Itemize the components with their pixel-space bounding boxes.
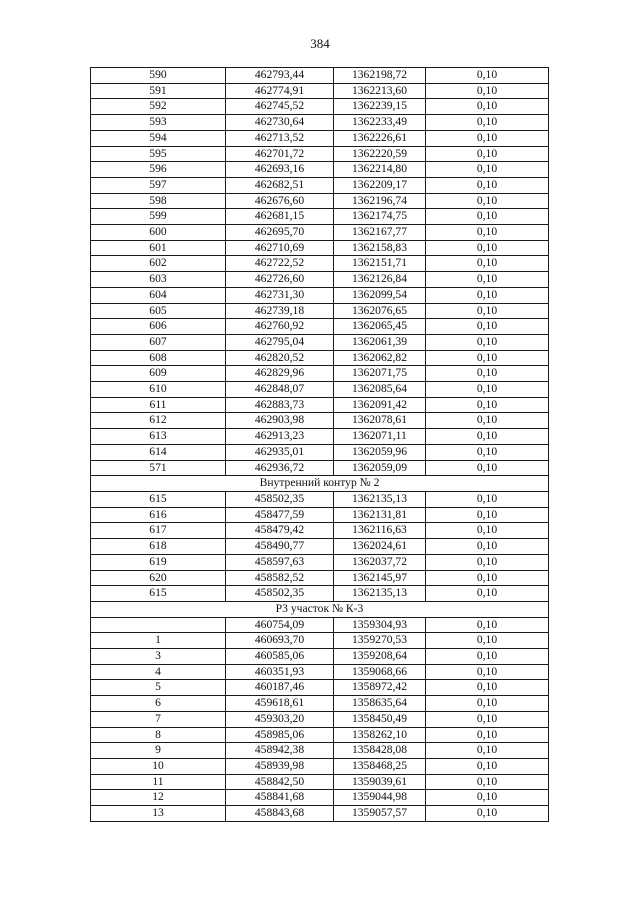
x-coordinate-cell: 462713,52 [226, 130, 334, 146]
point-number-cell: 10 [91, 758, 226, 774]
accuracy-cell: 0,10 [426, 491, 549, 507]
x-coordinate-cell: 460754,09 [226, 617, 334, 633]
point-number-cell: 614 [91, 444, 226, 460]
table-row [91, 99, 549, 115]
point-number-cell: 615 [91, 491, 226, 507]
x-coordinate-cell: 462682,51 [226, 177, 334, 193]
x-coordinate-cell: 462829,96 [226, 366, 334, 382]
accuracy-cell: 0,10 [426, 774, 549, 790]
y-coordinate-cell: 1362091,42 [334, 397, 426, 413]
y-coordinate-cell: 1359270,53 [334, 633, 426, 649]
x-coordinate-cell: 462676,60 [226, 193, 334, 209]
x-coordinate-cell: 460187,46 [226, 680, 334, 696]
x-coordinate-cell: 462903,98 [226, 413, 334, 429]
y-coordinate-cell: 1362071,75 [334, 366, 426, 382]
accuracy-cell: 0,10 [426, 806, 549, 822]
table-row [91, 209, 549, 225]
table-row [91, 115, 549, 131]
table-row [91, 256, 549, 272]
table-row [91, 758, 549, 774]
y-coordinate-cell: 1362233,49 [334, 115, 426, 131]
accuracy-cell: 0,10 [426, 115, 549, 131]
table-row [91, 491, 549, 507]
section-title: Внутренний контур № 2 [91, 476, 549, 492]
point-number-cell: 7 [91, 711, 226, 727]
y-coordinate-cell: 1362151,71 [334, 256, 426, 272]
y-coordinate-cell: 1359304,93 [334, 617, 426, 633]
point-number-cell: 1 [91, 633, 226, 649]
accuracy-cell: 0,10 [426, 523, 549, 539]
y-coordinate-cell: 1362078,61 [334, 413, 426, 429]
y-coordinate-cell: 1359044,98 [334, 790, 426, 806]
accuracy-cell: 0,10 [426, 130, 549, 146]
accuracy-cell: 0,10 [426, 146, 549, 162]
table-row [91, 633, 549, 649]
point-number-cell: 612 [91, 413, 226, 429]
x-coordinate-cell: 462936,72 [226, 460, 334, 476]
x-coordinate-cell: 462731,30 [226, 287, 334, 303]
point-number-cell: 9 [91, 743, 226, 759]
point-number-cell: 13 [91, 806, 226, 822]
point-number-cell: 616 [91, 507, 226, 523]
point-number-cell: 602 [91, 256, 226, 272]
accuracy-cell: 0,10 [426, 664, 549, 680]
y-coordinate-cell: 1362061,39 [334, 334, 426, 350]
y-coordinate-cell: 1358972,42 [334, 680, 426, 696]
point-number-cell: 595 [91, 146, 226, 162]
y-coordinate-cell: 1362135,13 [334, 491, 426, 507]
table-row [91, 774, 549, 790]
x-coordinate-cell: 462693,16 [226, 162, 334, 178]
x-coordinate-cell: 462848,07 [226, 382, 334, 398]
x-coordinate-cell: 460351,93 [226, 664, 334, 680]
y-coordinate-cell: 1358450,49 [334, 711, 426, 727]
x-coordinate-cell: 462820,52 [226, 350, 334, 366]
y-coordinate-cell: 1362065,45 [334, 319, 426, 335]
point-number-cell: 604 [91, 287, 226, 303]
y-coordinate-cell: 1362167,77 [334, 225, 426, 241]
point-number-cell: 613 [91, 429, 226, 445]
y-coordinate-cell: 1359068,66 [334, 664, 426, 680]
y-coordinate-cell: 1359208,64 [334, 649, 426, 665]
table-row [91, 319, 549, 335]
table-row [91, 382, 549, 398]
y-coordinate-cell: 1358428,08 [334, 743, 426, 759]
point-number-cell: 591 [91, 83, 226, 99]
x-coordinate-cell: 462760,92 [226, 319, 334, 335]
point-number-cell: 615 [91, 586, 226, 602]
point-number-cell: 6 [91, 696, 226, 712]
accuracy-cell: 0,10 [426, 334, 549, 350]
x-coordinate-cell: 462722,52 [226, 256, 334, 272]
accuracy-cell: 0,10 [426, 287, 549, 303]
y-coordinate-cell: 1359039,61 [334, 774, 426, 790]
point-number-cell: 590 [91, 68, 226, 84]
coordinates-table [90, 67, 549, 822]
table-row [91, 664, 549, 680]
accuracy-cell: 0,10 [426, 444, 549, 460]
x-coordinate-cell: 462710,69 [226, 240, 334, 256]
x-coordinate-cell: 459303,20 [226, 711, 334, 727]
accuracy-cell: 0,10 [426, 225, 549, 241]
table-row [91, 303, 549, 319]
accuracy-cell: 0,10 [426, 507, 549, 523]
table-row [91, 397, 549, 413]
accuracy-cell: 0,10 [426, 727, 549, 743]
accuracy-cell: 0,10 [426, 633, 549, 649]
point-number-cell: 5 [91, 680, 226, 696]
table-row [91, 287, 549, 303]
y-coordinate-cell: 1362076,65 [334, 303, 426, 319]
accuracy-cell: 0,10 [426, 397, 549, 413]
y-coordinate-cell: 1362059,96 [334, 444, 426, 460]
y-coordinate-cell: 1362085,64 [334, 382, 426, 398]
accuracy-cell: 0,10 [426, 319, 549, 335]
table-row [91, 334, 549, 350]
table-row [91, 790, 549, 806]
point-number-cell: 608 [91, 350, 226, 366]
point-number-cell: 598 [91, 193, 226, 209]
y-coordinate-cell: 1358262,10 [334, 727, 426, 743]
x-coordinate-cell: 458597,63 [226, 554, 334, 570]
y-coordinate-cell: 1362198,72 [334, 68, 426, 84]
point-number-cell: 11 [91, 774, 226, 790]
accuracy-cell: 0,10 [426, 460, 549, 476]
point-number-cell: 607 [91, 334, 226, 350]
x-coordinate-cell: 460585,06 [226, 649, 334, 665]
accuracy-cell: 0,10 [426, 256, 549, 272]
x-coordinate-cell: 462730,64 [226, 115, 334, 131]
accuracy-cell: 0,10 [426, 539, 549, 555]
accuracy-cell: 0,10 [426, 99, 549, 115]
x-coordinate-cell: 458479,42 [226, 523, 334, 539]
point-number-cell: 8 [91, 727, 226, 743]
section-row [91, 476, 549, 492]
x-coordinate-cell: 462745,52 [226, 99, 334, 115]
point-number-cell: 594 [91, 130, 226, 146]
y-coordinate-cell: 1362062,82 [334, 350, 426, 366]
point-number-cell: 606 [91, 319, 226, 335]
point-number-cell: 597 [91, 177, 226, 193]
y-coordinate-cell: 1362116,63 [334, 523, 426, 539]
point-number-cell: 596 [91, 162, 226, 178]
y-coordinate-cell: 1359057,57 [334, 806, 426, 822]
table-row [91, 460, 549, 476]
accuracy-cell: 0,10 [426, 570, 549, 586]
y-coordinate-cell: 1362059,09 [334, 460, 426, 476]
table-row [91, 649, 549, 665]
y-coordinate-cell: 1362158,83 [334, 240, 426, 256]
accuracy-cell: 0,10 [426, 68, 549, 84]
point-number-cell: 603 [91, 272, 226, 288]
y-coordinate-cell: 1362135,13 [334, 586, 426, 602]
accuracy-cell: 0,10 [426, 382, 549, 398]
y-coordinate-cell: 1362126,84 [334, 272, 426, 288]
point-number-cell: 605 [91, 303, 226, 319]
table-row [91, 130, 549, 146]
point-number-cell: 4 [91, 664, 226, 680]
y-coordinate-cell: 1362099,54 [334, 287, 426, 303]
table-row [91, 83, 549, 99]
table-row [91, 366, 549, 382]
x-coordinate-cell: 458842,50 [226, 774, 334, 790]
accuracy-cell: 0,10 [426, 649, 549, 665]
y-coordinate-cell: 1362174,75 [334, 209, 426, 225]
x-coordinate-cell: 462726,60 [226, 272, 334, 288]
point-number-cell: 611 [91, 397, 226, 413]
x-coordinate-cell: 462701,72 [226, 146, 334, 162]
accuracy-cell: 0,10 [426, 413, 549, 429]
table-row [91, 413, 549, 429]
accuracy-cell: 0,10 [426, 696, 549, 712]
y-coordinate-cell: 1362220,59 [334, 146, 426, 162]
accuracy-cell: 0,10 [426, 240, 549, 256]
x-coordinate-cell: 458843,68 [226, 806, 334, 822]
x-coordinate-cell: 458985,06 [226, 727, 334, 743]
table-row [91, 177, 549, 193]
table-row [91, 554, 549, 570]
x-coordinate-cell: 462795,04 [226, 334, 334, 350]
table-row [91, 570, 549, 586]
x-coordinate-cell: 458582,52 [226, 570, 334, 586]
table-row [91, 743, 549, 759]
point-number-cell: 601 [91, 240, 226, 256]
table-row [91, 586, 549, 602]
point-number-cell: 593 [91, 115, 226, 131]
x-coordinate-cell: 458841,68 [226, 790, 334, 806]
table-row [91, 350, 549, 366]
table-row [91, 523, 549, 539]
accuracy-cell: 0,10 [426, 366, 549, 382]
x-coordinate-cell: 462739,18 [226, 303, 334, 319]
table-row [91, 806, 549, 822]
point-number-cell: 618 [91, 539, 226, 555]
accuracy-cell: 0,10 [426, 162, 549, 178]
x-coordinate-cell: 462883,73 [226, 397, 334, 413]
accuracy-cell: 0,10 [426, 586, 549, 602]
x-coordinate-cell: 459618,61 [226, 696, 334, 712]
accuracy-cell: 0,10 [426, 554, 549, 570]
x-coordinate-cell: 458502,35 [226, 491, 334, 507]
y-coordinate-cell: 1362131,81 [334, 507, 426, 523]
table-row [91, 727, 549, 743]
section-row [91, 601, 549, 617]
y-coordinate-cell: 1362196,74 [334, 193, 426, 209]
accuracy-cell: 0,10 [426, 303, 549, 319]
x-coordinate-cell: 460693,70 [226, 633, 334, 649]
table-row [91, 193, 549, 209]
table-row [91, 617, 549, 633]
point-number-cell: 571 [91, 460, 226, 476]
point-number-cell: 609 [91, 366, 226, 382]
table-row [91, 146, 549, 162]
y-coordinate-cell: 1362213,60 [334, 83, 426, 99]
accuracy-cell: 0,10 [426, 617, 549, 633]
point-number-cell: 592 [91, 99, 226, 115]
accuracy-cell: 0,10 [426, 209, 549, 225]
y-coordinate-cell: 1362226,61 [334, 130, 426, 146]
x-coordinate-cell: 458502,35 [226, 586, 334, 602]
table-row [91, 240, 549, 256]
table-row [91, 711, 549, 727]
x-coordinate-cell: 458942,38 [226, 743, 334, 759]
point-number-cell: 610 [91, 382, 226, 398]
point-number-cell: 3 [91, 649, 226, 665]
x-coordinate-cell: 462774,91 [226, 83, 334, 99]
y-coordinate-cell: 1362214,80 [334, 162, 426, 178]
accuracy-cell: 0,10 [426, 758, 549, 774]
accuracy-cell: 0,10 [426, 743, 549, 759]
accuracy-cell: 0,10 [426, 177, 549, 193]
table-row [91, 539, 549, 555]
table-body [91, 68, 549, 822]
accuracy-cell: 0,10 [426, 680, 549, 696]
table-row [91, 272, 549, 288]
x-coordinate-cell: 462793,44 [226, 68, 334, 84]
y-coordinate-cell: 1362037,72 [334, 554, 426, 570]
y-coordinate-cell: 1362209,17 [334, 177, 426, 193]
point-number-cell: 599 [91, 209, 226, 225]
accuracy-cell: 0,10 [426, 350, 549, 366]
x-coordinate-cell: 462913,23 [226, 429, 334, 445]
section-title: Р3 участок № К-3 [91, 601, 549, 617]
x-coordinate-cell: 458939,98 [226, 758, 334, 774]
y-coordinate-cell: 1358468,25 [334, 758, 426, 774]
table-row [91, 162, 549, 178]
table-row [91, 680, 549, 696]
y-coordinate-cell: 1362145,97 [334, 570, 426, 586]
accuracy-cell: 0,10 [426, 790, 549, 806]
point-number-cell [91, 617, 226, 633]
y-coordinate-cell: 1362239,15 [334, 99, 426, 115]
y-coordinate-cell: 1362071,11 [334, 429, 426, 445]
point-number-cell: 620 [91, 570, 226, 586]
table-row [91, 696, 549, 712]
accuracy-cell: 0,10 [426, 193, 549, 209]
accuracy-cell: 0,10 [426, 711, 549, 727]
x-coordinate-cell: 462935,01 [226, 444, 334, 460]
x-coordinate-cell: 458490,77 [226, 539, 334, 555]
accuracy-cell: 0,10 [426, 83, 549, 99]
page-number: 384 [310, 36, 330, 51]
x-coordinate-cell: 462681,15 [226, 209, 334, 225]
point-number-cell: 619 [91, 554, 226, 570]
table-row [91, 429, 549, 445]
table-row [91, 444, 549, 460]
table-row [91, 68, 549, 84]
x-coordinate-cell: 462695,70 [226, 225, 334, 241]
point-number-cell: 600 [91, 225, 226, 241]
point-number-cell: 12 [91, 790, 226, 806]
point-number-cell: 617 [91, 523, 226, 539]
y-coordinate-cell: 1362024,61 [334, 539, 426, 555]
accuracy-cell: 0,10 [426, 272, 549, 288]
accuracy-cell: 0,10 [426, 429, 549, 445]
table-row [91, 225, 549, 241]
y-coordinate-cell: 1358635,64 [334, 696, 426, 712]
table-row [91, 507, 549, 523]
x-coordinate-cell: 458477,59 [226, 507, 334, 523]
